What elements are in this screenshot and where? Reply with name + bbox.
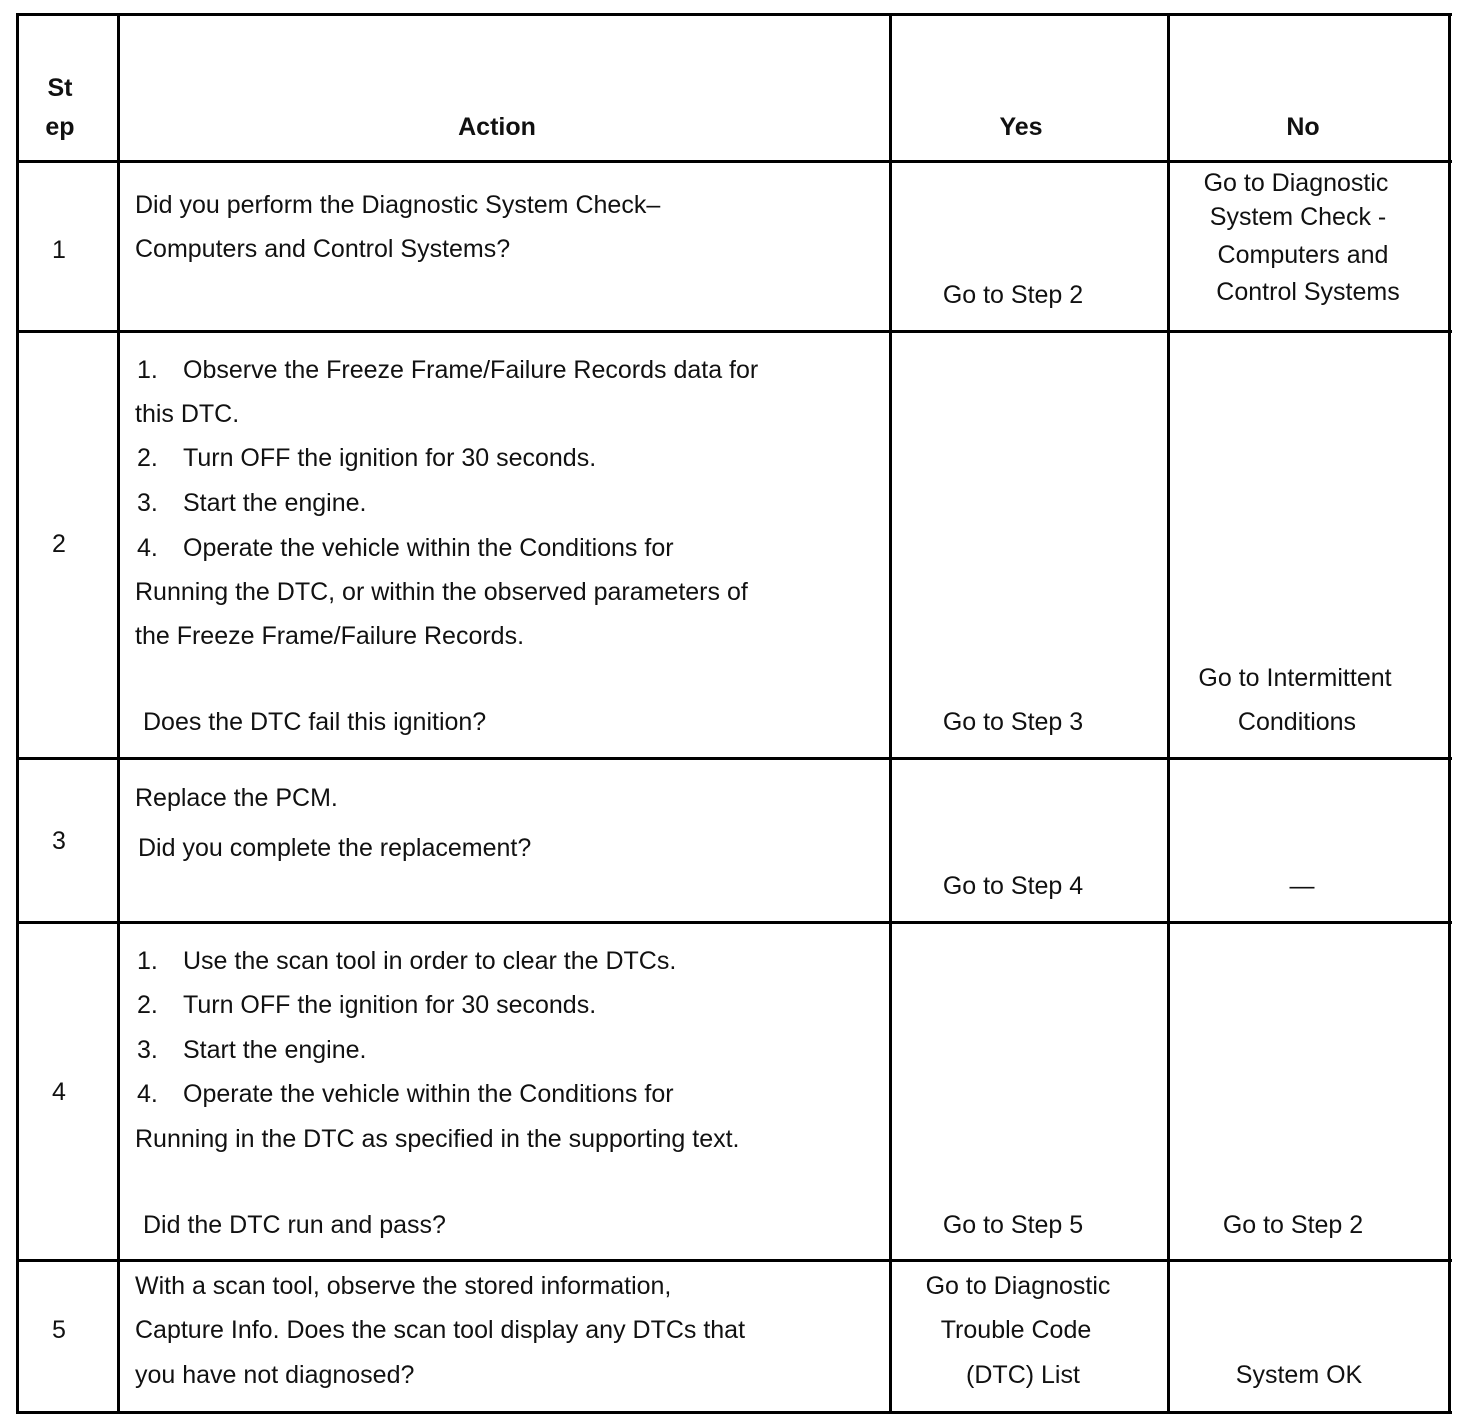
action-question: Did you complete the replacement? [138,834,532,862]
header-action: Action [458,113,536,141]
action-text: Start the engine. [183,1036,367,1064]
header-no: No [1286,113,1320,141]
action-text: Running the DTC, or within the observed parameters of [135,578,748,606]
yes-text: Go to Step 5 [942,1211,1084,1239]
row-divider [16,1259,1452,1262]
list-number: 1. [137,947,158,975]
no-text: Go to Step 2 [1222,1211,1364,1239]
list-number: 1. [137,356,158,384]
action-question: Does the DTC fail this ignition? [143,708,487,736]
action-text: Start the engine. [183,489,367,517]
list-number: 4. [137,534,158,562]
table-border-top [16,13,1452,16]
table-border-bottom [16,1411,1452,1414]
list-number: 2. [137,444,158,472]
action-text: Use the scan tool in order to clear the DTCs. [183,947,677,975]
action-text: Turn OFF the ignition for 30 seconds. [183,444,597,472]
yes-text: Go to Diagnostic [925,1272,1111,1300]
step-number: 2 [52,530,66,558]
step-number: 5 [52,1316,66,1344]
no-text: Control Systems [1216,278,1400,306]
yes-text: Go to Step 3 [942,708,1084,736]
column-divider-yes [1167,13,1170,1414]
no-text: Go to Diagnostic [1203,169,1389,197]
header-yes: Yes [999,113,1043,141]
column-divider-step [117,13,120,1414]
yes-text: Trouble Code [940,1316,1092,1344]
no-text: Computers and [1217,241,1389,269]
yes-text: (DTC) List [966,1361,1080,1389]
action-text: Operate the vehicle within the Conditions for [183,534,674,562]
action-text: this DTC. [135,400,240,428]
action-text: Operate the vehicle within the Conditions for [183,1080,674,1108]
action-text: Replace the PCM. [135,784,338,812]
action-text: With a scan tool, observe the stored information, [135,1272,672,1300]
step-number: 4 [52,1078,66,1106]
action-text: Observe the Freeze Frame/Failure Records data for [183,356,759,384]
action-text: Running in the DTC as specified in the supporting text. [135,1125,740,1153]
action-text: the Freeze Frame/Failure Records. [135,622,525,650]
row-divider [16,757,1452,760]
action-text: Capture Info. Does the scan tool display any DTCs that [135,1316,746,1344]
yes-text: Go to Step 2 [942,281,1084,309]
table-border-right [1448,13,1451,1414]
list-number: 3. [137,489,158,517]
column-divider-action [889,13,892,1414]
row-divider [16,921,1452,924]
action-text: Turn OFF the ignition for 30 seconds. [183,991,597,1019]
header-step-line1: St [47,74,73,102]
header-divider [16,160,1452,163]
no-text: Conditions [1237,708,1357,736]
header-step-line2: ep [45,113,75,141]
list-number: 3. [137,1036,158,1064]
step-number: 1 [52,236,66,264]
no-text: — [1289,872,1315,900]
no-text: System OK [1235,1361,1363,1389]
list-number: 4. [137,1080,158,1108]
no-text: Go to Intermittent [1198,664,1392,692]
list-number: 2. [137,991,158,1019]
action-text: you have not diagnosed? [135,1361,415,1389]
action-text: Did you perform the Diagnostic System Check– [135,191,661,219]
step-number: 3 [52,827,66,855]
row-divider [16,330,1452,333]
action-text: Computers and Control Systems? [135,235,511,263]
action-question: Did the DTC run and pass? [143,1211,446,1239]
no-text: System Check - [1209,203,1387,231]
table-border-left [16,13,19,1414]
yes-text: Go to Step 4 [942,872,1084,900]
